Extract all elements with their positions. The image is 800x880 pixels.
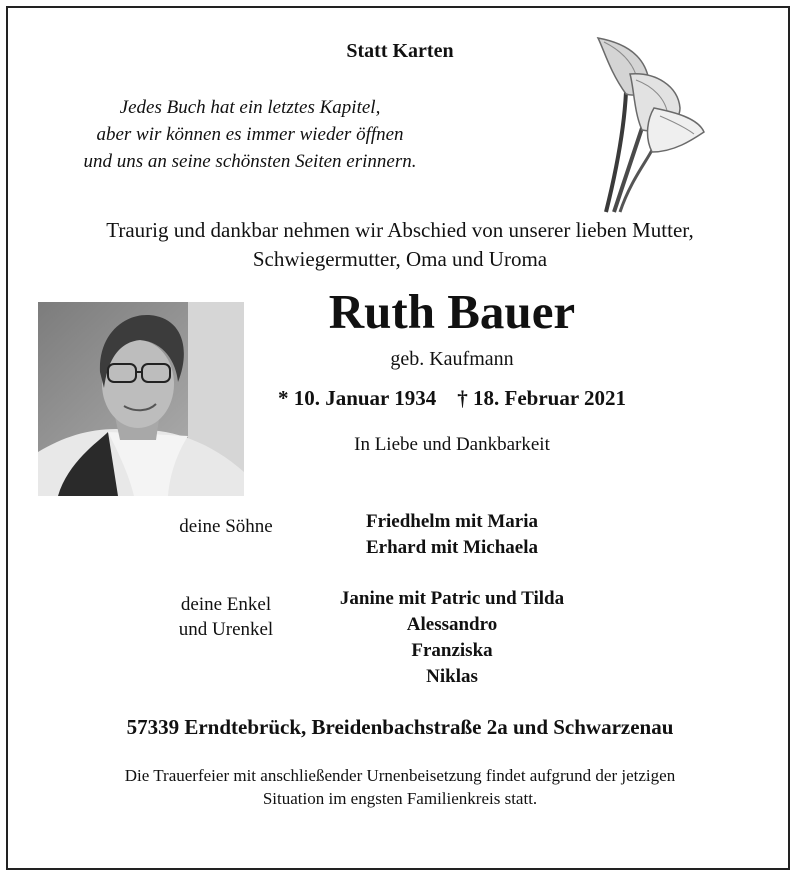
statt-karten-label: Statt Karten	[346, 40, 454, 62]
intro-line: Schwiegermutter, Oma und Uroma	[252, 247, 548, 271]
relative-name: Alessandro	[406, 614, 498, 635]
funeral-notice-line: Situation im engsten Familienkreis statt.	[262, 789, 538, 808]
calla-lily-icon	[590, 32, 720, 214]
sons-names	[282, 509, 622, 561]
grandchildren-label-line: deine Enkel	[180, 594, 272, 615]
portrait-photo	[38, 302, 244, 496]
intro-text	[20, 216, 780, 274]
memorial-quote	[30, 94, 470, 175]
birth-date: * 10. Januar 1934	[277, 386, 437, 410]
sons-label: deine Söhne	[179, 516, 273, 537]
quote-line: Jedes Buch hat ein letztes Kapitel,	[119, 97, 381, 118]
relative-name: Friedhelm mit Maria	[365, 511, 538, 532]
relative-name: Janine mit Patric und Tilda	[339, 588, 565, 609]
deceased-name: Ruth Bauer	[328, 284, 576, 339]
quote-line: und uns an seine schönsten Seiten erinnern.	[83, 151, 417, 172]
birth-name: geb. Kaufmann	[390, 348, 514, 370]
relative-name: Franziska	[411, 640, 493, 661]
family-address: 57339 Erndtebrück, Breidenbachstraße 2a und Schwarzenau	[126, 715, 674, 739]
funeral-notice-line: Die Trauerfeier mit anschließender Urnenbeisetzung findet aufgrund der jetzigen	[124, 766, 676, 785]
quote-line: aber wir können es immer wieder öffnen	[96, 124, 404, 145]
life-dates	[220, 386, 684, 411]
relative-name: Erhard mit Michaela	[365, 537, 539, 558]
intro-line: Traurig und dankbar nehmen wir Abschied von unserer lieben Mutter,	[106, 218, 694, 242]
grandchildren-names	[282, 586, 622, 690]
closing-line: In Liebe und Dankbarkeit	[354, 434, 550, 455]
relative-name: Niklas	[426, 666, 478, 687]
death-date: † 18. Februar 2021	[457, 386, 627, 410]
grandchildren-label-line: und Urenkel	[178, 619, 274, 640]
funeral-notice	[40, 764, 760, 810]
